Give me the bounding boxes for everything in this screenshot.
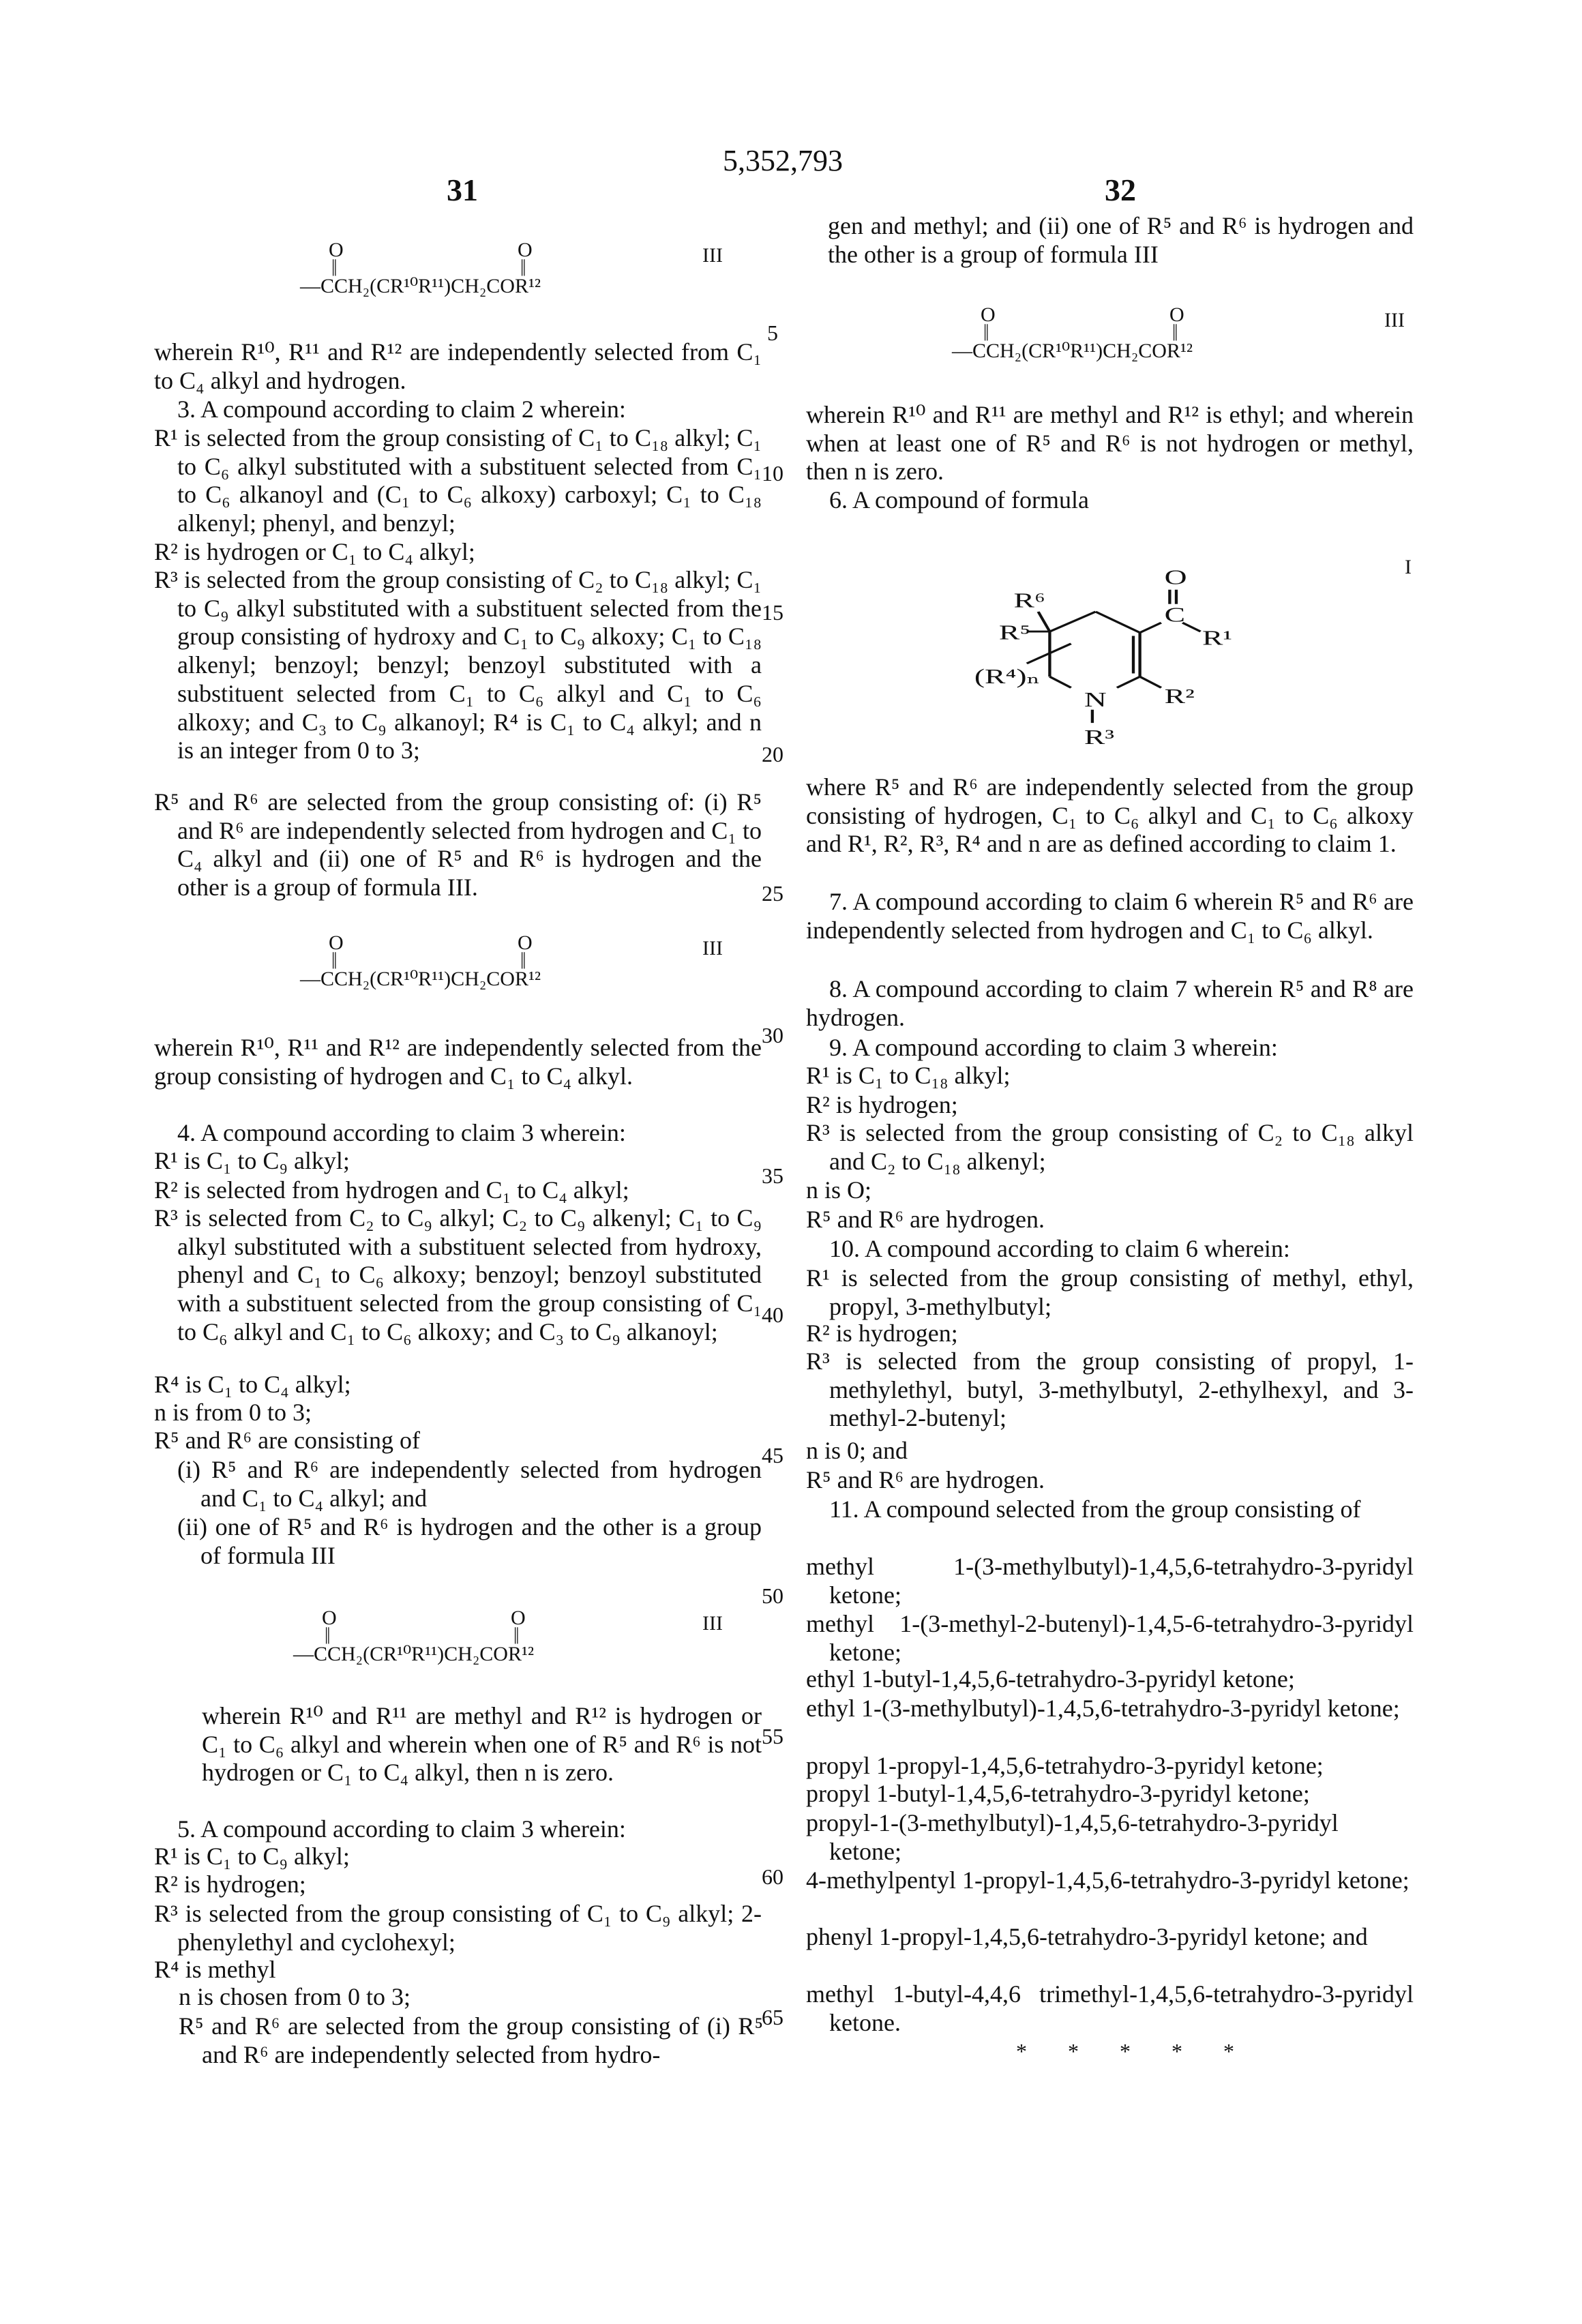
compound-item: methyl 1-(3-methylbutyl)-1,4,5,6-tetrahydro-3-pyridyl ketone; (806, 1553, 1414, 1609)
claim-4-option-ii: (ii) one of R⁵ and R⁶ is hydrogen and the other is a group of formula III (177, 1513, 762, 1570)
claim-5-r5-r6: R⁵ and R⁶ are selected from the group consisting of (i) R⁵ and R⁶ are independently selected from hydro- (179, 2012, 763, 2069)
ring-bond (1117, 676, 1140, 687)
claim-4-r1: R¹ is C₁ to C₉ alkyl; (154, 1147, 762, 1176)
line-number: 20 (756, 742, 790, 767)
compound-item: propyl 1-butyl-1,4,5,6-tetrahydro-3-pyridyl ketone; (806, 1780, 1414, 1808)
claim-4-heading: 4. A compound according to claim 3 wherein: (154, 1119, 762, 1148)
claim-9-heading: 9. A compound according to claim 3 wherein: (806, 1034, 1414, 1062)
carbonyl-o: O (329, 239, 344, 262)
line-number: 50 (756, 1583, 790, 1609)
formula-iii (293, 1607, 580, 1668)
double-bond: || (520, 256, 524, 277)
label-r1: R¹ (1202, 627, 1232, 650)
claim-3-r3: R³ is selected from the group consisting of C₂ to C₁₈ alkyl; C₁ to C₉ alkyl substituted with a substituent selected from the group consisting of hydroxy and C₁ to C₉ alkoxy; C₁ to C₁₈ alkenyl; benzoyl; benzyl; benzoyl substituted with a substituent selected from C₁ to C₆ alkyl and C₁ to C₆ alkoxy; and C₃ to C₉ alkanoyl; R⁴ is C₁ to C₄ alkyl; and n is an integer from 0 to 3; (154, 566, 762, 765)
paragraph: where R⁵ and R⁶ are independently selected from the group consisting of hydrogen, C₁ to C₆ alkyl and C₁ to C₆ alkoxy and R¹, R², R³, R⁴ and n are as defined according to claim 1. (806, 773, 1414, 859)
claim-3-r2: R² is hydrogen or C₁ to C₄ alkyl; (154, 538, 762, 567)
carbonyl-o: O (1169, 303, 1184, 327)
compound-item: propyl-1-(3-methylbutyl)-1,4,5,6-tetrahydro-3-pyridyl ketone; (806, 1809, 1414, 1866)
formula-label: I (1405, 556, 1412, 579)
double-bond: || (983, 321, 987, 342)
double-bond: || (513, 1624, 518, 1645)
formula-text: —CCH₂(CR¹⁰R¹¹)CH₂COR¹² (293, 1642, 534, 1666)
claim-9-r3: R³ is selected from the group consisting of C₂ to C₁₈ alkyl and C₂ to C₁₈ alkenyl; (806, 1119, 1414, 1176)
claim-5-r2: R² is hydrogen; (154, 1871, 762, 1899)
formula-iii (952, 303, 1238, 365)
ring-bond (1049, 612, 1095, 631)
claim-3-heading: 3. A compound according to claim 2 wherein: (154, 396, 762, 424)
atom-c: C (1165, 604, 1185, 627)
label-r3: R³ (1084, 726, 1114, 749)
claim-4-r4: R⁴ is C₁ to C₄ alkyl; (154, 1371, 762, 1399)
claim-4-option-i: (i) R⁵ and R⁶ are independently selected from hydrogen and C₁ to C₄ alkyl; and (177, 1456, 762, 1513)
claim-8: 8. A compound according to claim 7 wherein R⁵ and R⁸ are hydrogen. (806, 975, 1414, 1032)
claim-5-r4: R⁴ is methyl (154, 1956, 762, 1984)
claim-10-r5-r6: R⁵ and R⁶ are hydrogen. (806, 1466, 1414, 1495)
compound-item: methyl 1-butyl-4,4,6 trimethyl-1,4,5,6-tetrahydro-3-pyridyl ketone. (806, 1980, 1414, 2037)
line-number: 15 (756, 600, 790, 625)
line-number: 40 (756, 1302, 790, 1328)
formula-label: III (702, 937, 723, 960)
claim-9-n: n is O; (806, 1176, 1414, 1205)
paragraph: wherein R¹⁰ and R¹¹ are methyl and R¹² is hydrogen or C₁ to C₆ alkyl and wherein when one of R⁵ and R⁶ is not hydrogen or C₁ to C₄ alkyl, then n is zero. (202, 1702, 762, 1787)
compound-item: phenyl 1-propyl-1,4,5,6-tetrahydro-3-pyridyl ketone; and (806, 1923, 1414, 1952)
claim-10-r2: R² is hydrogen; (806, 1320, 1414, 1348)
label-r6: R⁶ (1014, 589, 1045, 612)
compound-item: ethyl 1-(3-methylbutyl)-1,4,5,6-tetrahydro-3-pyridyl ketone; (806, 1695, 1414, 1723)
ring-bond (1049, 676, 1071, 687)
carbonyl-o: O (981, 303, 996, 327)
double-bond: || (331, 256, 335, 277)
end-marks: * * * * * (1016, 2039, 1252, 2064)
claim-4-r2: R² is selected from hydrogen and C₁ to C₄ alkyl; (154, 1176, 762, 1205)
patent-number: 5,352,793 (723, 143, 843, 178)
claim-10-r3: R³ is selected from the group consisting of propyl, 1-methylethyl, butyl, 3-methylbutyl, 2-ethylhexyl, and 3-methyl-2-butenyl; (806, 1347, 1414, 1433)
claim-10-r1: R¹ is selected from the group consisting of methyl, ethyl, propyl, 3-methylbutyl; (806, 1264, 1414, 1321)
paragraph: gen and methyl; and (ii) one of R⁵ and R⁶ is hydrogen and the other is a group of formula III (828, 212, 1414, 269)
double-bond: || (520, 949, 524, 970)
double-bond: || (1172, 321, 1176, 342)
claim-9-r1: R¹ is C₁ to C₁₈ alkyl; (806, 1062, 1414, 1090)
carbonyl-o: O (518, 239, 533, 262)
line-number: 65 (756, 2005, 790, 2030)
line-number: 25 (756, 881, 790, 906)
carbonyl-o: O (329, 932, 344, 955)
line-number: 5 (756, 321, 790, 346)
column-number-right: 32 (1105, 172, 1136, 208)
claim-9-r5-r6: R⁵ and R⁶ are hydrogen. (806, 1206, 1414, 1234)
formula-text: —CCH₂(CR¹⁰R¹¹)CH₂COR¹² (300, 967, 541, 991)
ring-bond (1096, 612, 1140, 633)
r2-bond (1140, 676, 1161, 687)
label-r5: R⁵ (999, 621, 1030, 644)
column-number-left: 31 (447, 172, 478, 208)
claim-5-n: n is chosen from 0 to 3; (179, 1983, 763, 2012)
claim-4-n: n is from 0 to 3; (154, 1399, 762, 1427)
claim-6-heading: 6. A compound of formula (806, 486, 1414, 515)
formula-iii (300, 239, 586, 300)
formula-label: III (1384, 309, 1405, 332)
atom-n: N (1084, 688, 1107, 711)
claim-3-r1: R¹ is selected from the group consisting of C₁ to C₁₈ alkyl; C₁ to C₆ alkyl substituted with a substituent selected from C₁ to C₆ alkanoyl and (C₁ to C₆ alkoxy) carboxyl; C₁ to C₁₈ alkenyl; phenyl, and benzyl; (154, 424, 762, 538)
line-number: 10 (756, 461, 790, 486)
line-number: 60 (756, 1864, 790, 1890)
carbonyl-o: O (511, 1607, 526, 1630)
claim-4-r5-r6: R⁵ and R⁶ are consisting of (154, 1427, 762, 1455)
formula-text: —CCH₂(CR¹⁰R¹¹)CH₂COR¹² (952, 339, 1193, 363)
claim-10-n: n is 0; and (806, 1437, 1414, 1465)
atom-o: O (1165, 566, 1187, 589)
claim-5-r3: R³ is selected from the group consisting of C₁ to C₉ alkyl; 2-phenylethyl and cyclohexyl; (154, 1900, 762, 1956)
claim-9-r2: R² is hydrogen; (806, 1091, 1414, 1120)
formula-text: —CCH₂(CR¹⁰R¹¹)CH₂COR¹² (300, 274, 541, 298)
compound-item: 4-methylpentyl 1-propyl-1,4,5,6-tetrahydro-3-pyridyl ketone; (806, 1866, 1414, 1895)
line-number: 55 (756, 1724, 790, 1749)
line-number: 30 (756, 1023, 790, 1048)
claim-7: 7. A compound according to claim 6 wherein R⁵ and R⁶ are independently selected from hydrogen and C₁ to C₆ alkyl. (806, 888, 1414, 944)
structure-formula-i (955, 549, 1466, 760)
double-bond: || (325, 1624, 329, 1645)
formula-iii (300, 932, 586, 993)
r6-bond (1039, 612, 1050, 631)
claim-5-heading: 5. A compound according to claim 3 wherein: (154, 1815, 762, 1844)
paragraph: wherein R¹⁰, R¹¹ and R¹² are independently selected from C₁ to C₄ alkyl and hydrogen. (154, 338, 762, 395)
label-r2: R² (1165, 685, 1195, 708)
formula-label: III (702, 1612, 723, 1635)
carbonyl-bond (1140, 623, 1161, 633)
line-number: 45 (756, 1443, 790, 1468)
formula-label: III (702, 244, 723, 267)
compound-item: propyl 1-propyl-1,4,5,6-tetrahydro-3-pyridyl ketone; (806, 1752, 1414, 1781)
claim-3-r5-r6: R⁵ and R⁶ are selected from the group consisting of: (i) R⁵ and R⁶ are independently selected from hydrogen and C₁ to C₄ alkyl and (ii) one of R⁵ and R⁶ is hydrogen and the other is a group of formula III. (154, 788, 762, 902)
paragraph: wherein R¹⁰ and R¹¹ are methyl and R¹² is ethyl; and wherein when at least one of R⁵ and R⁶ is not hydrogen or methyl, then n is zero. (806, 401, 1414, 486)
claim-11-heading: 11. A compound selected from the group consisting of (806, 1495, 1414, 1524)
claim-10-heading: 10. A compound according to claim 6 wherein: (806, 1235, 1414, 1264)
claim-4-r3: R³ is selected from C₂ to C₉ alkyl; C₂ to C₉ alkenyl; C₁ to C₉ alkyl substituted with a substituent selected from hydroxy, phenyl and C₁ to C₆ alkoxy; benzoyl; benzoyl substituted with a substituent selected from the group consisting of C₁ to C₆ alkyl and C₁ to C₆ alkoxy; and C₃ to C₉ alkanoyl; (154, 1204, 762, 1347)
line-number: 35 (756, 1163, 790, 1189)
carbonyl-o: O (518, 932, 533, 955)
paragraph: wherein R¹⁰, R¹¹ and R¹² are independently selected from the group consisting of hydrogen and C₁ to C₄ alkyl. (154, 1034, 762, 1090)
label-r4n: (R⁴)ₙ (974, 665, 1041, 688)
claim-5-r1: R¹ is C₁ to C₉ alkyl; (154, 1843, 762, 1871)
compound-item: methyl 1-(3-methyl-2-butenyl)-1,4,5-6-tetrahydro-3-pyridyl ketone; (806, 1610, 1414, 1667)
carbonyl-o: O (322, 1607, 337, 1630)
double-bond: || (331, 949, 335, 970)
compound-item: ethyl 1-butyl-1,4,5,6-tetrahydro-3-pyridyl ketone; (806, 1665, 1414, 1694)
